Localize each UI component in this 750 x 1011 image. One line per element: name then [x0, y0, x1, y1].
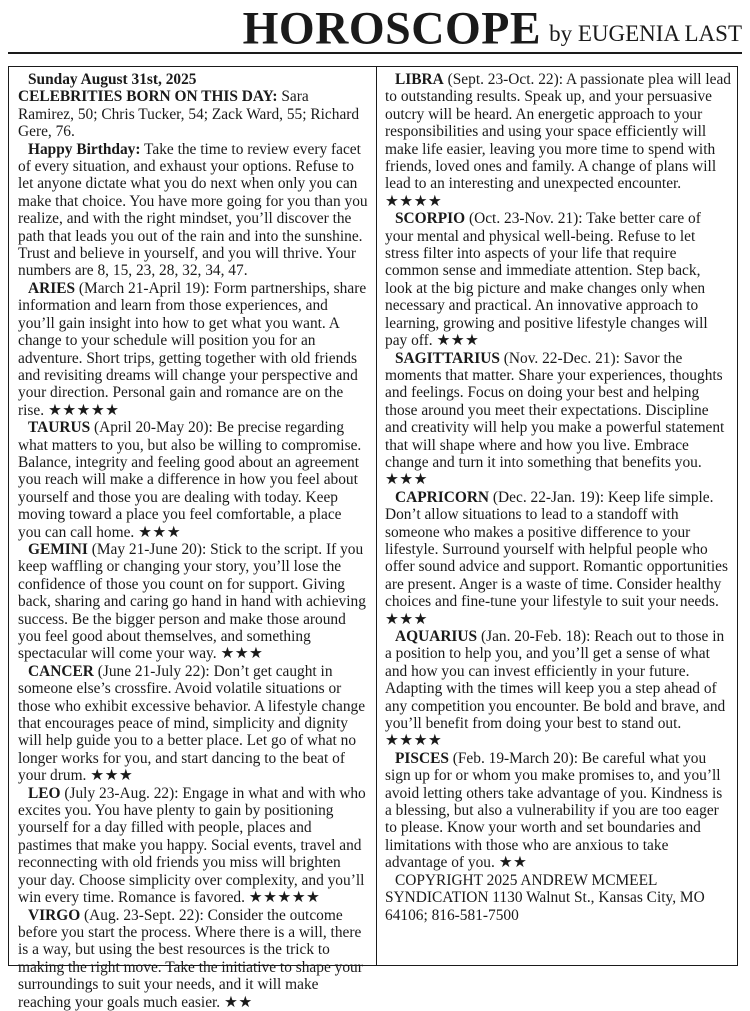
sign-text: Take better care of your mental and physical well-being. Refuse to let stress filter into aspects of your life that require common sense and immediate attention. Step back, look at the big picture and make changes only when necessary and practical. An innovative approach to learning, growing and positive lifestyle changes will pay off.: [385, 210, 708, 350]
sign-dates: (May 21-June 20):: [91, 540, 207, 558]
birthday-paragraph: [18, 141, 368, 280]
issue-date: Sunday August 31st, 2025: [28, 71, 197, 88]
star-rating: ★★★: [90, 767, 134, 785]
sign-text: Engage in what and with who excites you. You have plenty to gain by positioning yourself for a day filled with people, places and pastimes that make you happy. Social events, travel and reconnecting with old friends you miss will brighten your day. Choose simplicity over complexity, and you’ll win every time. Romance is favored.: [18, 784, 366, 907]
sign-virgo: [18, 907, 368, 1011]
sign-text: Be precise regarding what matters to you, but also be willing to compromise. Balance, integrity and feeling good about an agreement you reach will make a difference in how you feel about yourself and those you are dealing with today. Keep moving toward a place you feel comfortable, a place you can call home.: [18, 419, 362, 541]
sign-dates: (June 21-July 22):: [97, 662, 210, 680]
birthday-label: Happy Birthday:: [28, 140, 141, 158]
byline: by EUGENIA LAST: [549, 21, 742, 46]
sign-name: CANCER: [28, 662, 94, 680]
sign-dates: (Nov. 22-Dec. 21):: [503, 349, 620, 367]
star-rating: ★★★: [220, 645, 264, 663]
sign-text: Consider the outcome before you start the process. Where there is a will, there is a way, but using the best resources is the trick to making the right move. Take the initiative to shape your surroundings to suit your needs, and it will make reaching your goals much easier.: [18, 906, 363, 1011]
sign-dates: (Feb. 19-March 20):: [452, 749, 578, 767]
star-rating: ★★★: [436, 332, 480, 350]
masthead: [8, 1, 742, 54]
sign-name: SAGITTARIUS: [395, 349, 500, 367]
sign-name: LIBRA: [395, 71, 444, 88]
sign-sagittarius: [385, 350, 731, 489]
celebrities-paragraph: [18, 88, 368, 140]
birthday-text: Take the time to review every facet of every situation, and exhaust your options. Refuse to let anyone dictate what you do next when only you can make that choice. You have more going for you than you realize, and with the right mindset, you’ll discover the path that leads you out of the rain and into the sunshine. Trust and believe in yourself, and you will thrive. Your numbers are 8, 15, 23, 28, 32, 34, 47.: [18, 140, 368, 280]
sign-name: GEMINI: [28, 540, 88, 558]
copyright-notice: COPYRIGHT 2025 ANDREW MCMEEL SYNDICATION 1130 Walnut St., Kansas City, MO 64106; 816-581-7500: [385, 871, 705, 924]
sign-name: AQUARIUS: [395, 628, 478, 645]
column-divider: [376, 67, 377, 965]
sign-capricorn: [385, 489, 731, 628]
sign-scorpio: [385, 210, 731, 349]
sign-name: VIRGO: [28, 906, 81, 924]
sign-cancer: [18, 663, 368, 785]
sign-dates: (Oct. 23-Nov. 21):: [468, 210, 583, 228]
star-rating: ★★★★★: [248, 889, 321, 907]
sign-text: Savor the moments that matter. Share your experiences, thoughts and feelings. Focus on doing your best and helping those around you meet their expectations. Discipline and creativity will help you make a powerful statement that will shape where and how you live. Embrace change and turn it into something that benefits you.: [385, 349, 725, 471]
sign-gemini: [18, 541, 368, 663]
sign-dates: (March 21-April 19):: [78, 279, 210, 297]
sign-dates: (July 23-Aug. 22):: [64, 784, 179, 802]
right-column: [385, 71, 731, 924]
sign-dates: (Aug. 23-Sept. 22):: [84, 906, 204, 924]
sign-libra: [385, 71, 731, 210]
sign-aries: [18, 280, 368, 419]
sign-name: ARIES: [28, 279, 76, 297]
column-title: HOROSCOPE: [242, 1, 542, 54]
star-rating: ★★★★: [385, 192, 443, 210]
sign-text: Be careful what you sign up for or whom you make promises to, and you’ll avoid letting others take advantage of you. Kindness is a blessing, but also a vulnerability if you are too eager to please. Know your worth and set boundaries and limitations with those who are anxious to take advantage of you.: [385, 749, 723, 872]
sign-text: Stick to the script. If you keep waffling or changing your story, you’ll lose the confidence of those you count on for support. Giving back, sharing and caring go hand in hand with achieving success. Be the bigger person and make those around you feel good about themselves, and something spectacular will come your way.: [18, 540, 366, 663]
sign-name: SCORPIO: [395, 210, 466, 228]
sign-name: LEO: [28, 784, 61, 802]
left-column: [18, 71, 368, 1011]
horoscope-box: [8, 66, 738, 1011]
star-rating: ★★★★: [385, 732, 443, 750]
sign-text: Don’t get caught in someone else’s crossfire. Avoid volatile situations or those who exhibit excessive behavior. A lifestyle change that encourages peace of mind, simplicity and dignity will help guide you to a better place. Let go of what no longer works for you, and start dancing to the beat of your drum.: [18, 662, 366, 785]
star-rating: ★★: [224, 993, 253, 1011]
star-rating: ★★★: [385, 610, 428, 628]
sign-text: Reach out to those in a position to help you, and you’ll get a sense of what and how you can invest efficiently in your future. Adapting with the times will keep you a step ahead of any competition you encounter. Be bold and brave, and you’ll benefit from doing your best to stand out.: [385, 628, 726, 733]
sign-dates: (Jan. 20-Feb. 18):: [480, 628, 591, 645]
star-rating: ★★★: [138, 523, 182, 541]
sign-taurus: [18, 419, 368, 541]
sign-pisces: [385, 750, 731, 872]
celebrities-text: Sara Ramirez, 50; Chris Tucker, 54; Zack Ward, 55; Richard Gere, 76.: [18, 88, 360, 141]
sign-dates: (Sept. 23-Oct. 22):: [447, 71, 564, 88]
sign-aquarius: [385, 628, 731, 750]
sign-dates: (April 20-May 20):: [94, 419, 213, 437]
sign-name: TAURUS: [28, 419, 91, 437]
sign-dates: (Dec. 22-Jan. 19):: [492, 488, 605, 506]
star-rating: ★★★★★: [47, 401, 120, 419]
sign-name: CAPRICORN: [395, 488, 490, 506]
sign-name: PISCES: [395, 749, 449, 767]
celebrities-label: CELEBRITIES BORN ON THIS DAY:: [18, 88, 278, 106]
sign-leo: [18, 785, 368, 907]
star-rating: ★★★: [385, 471, 428, 489]
sign-text: Form partnerships, share information and learn from those experiences, and you’ll gain insight into how to get what you want. A change to your schedule will position you for an adventure. Short trips, getting together with old friends and revisiting dreams will change your perspective and your direction. Personal gain and romance are on the rise.: [18, 279, 367, 419]
star-rating: ★★: [498, 854, 528, 872]
sign-text: Keep life simple. Don’t allow situations to lead to a standoff with someone who makes a positive difference to your lifestyle. Surround yourself with helpful people who offer sound advice and support. Romantic opportunities are present. Anger is a waste of time. Consider healthy choices and fine-tune your lifestyle to suit your needs.: [385, 488, 728, 611]
sign-text: A passionate plea will lead to outstanding results. Speak up, and your persuasive outcry will be heard. An energetic approach to your responsibilities and using your space efficiently will make life easier, leaving you more time to spend with friends, loved ones and family. A change of plans will lead to an interesting and unexpected encounter.: [385, 71, 732, 193]
